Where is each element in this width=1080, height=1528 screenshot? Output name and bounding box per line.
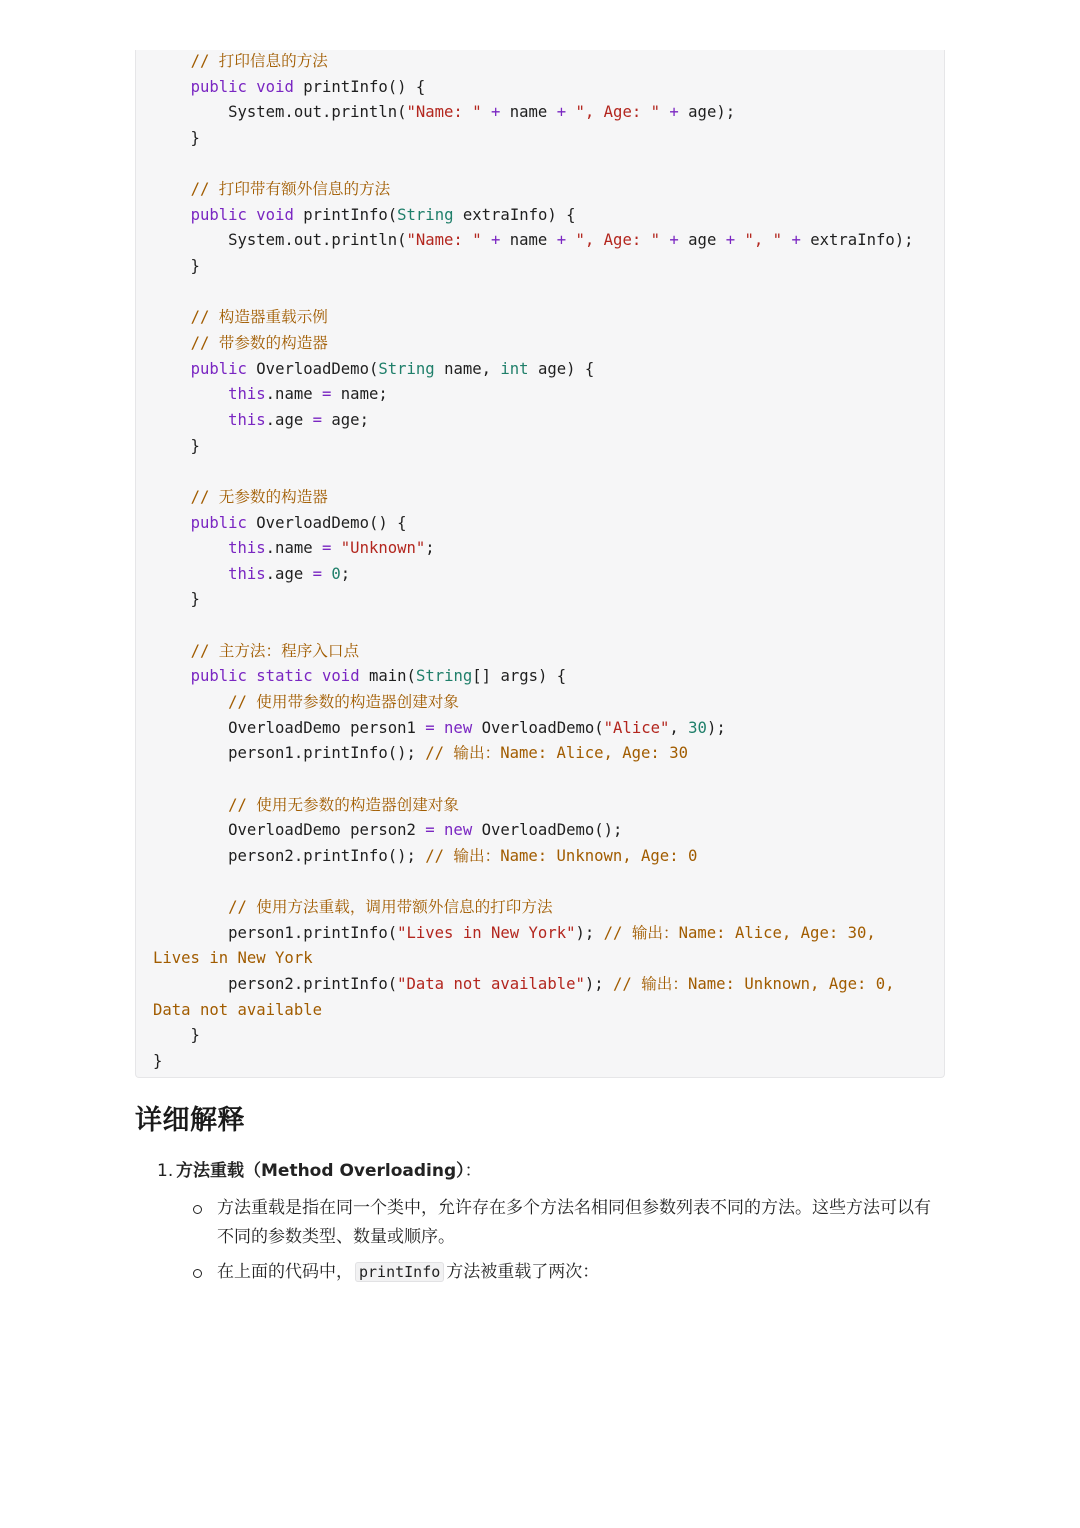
code-token xyxy=(435,719,444,737)
code-token: "Lives in New York" xyxy=(397,923,576,942)
code-line xyxy=(153,1023,944,1049)
code-token xyxy=(153,642,191,660)
code-token: age; xyxy=(322,410,369,429)
code-token: .name xyxy=(265,539,323,558)
code-token xyxy=(153,334,191,352)
code-line xyxy=(153,844,944,870)
code-token xyxy=(435,821,444,839)
code-token: extraInfo) { xyxy=(453,205,576,224)
code-token: ; xyxy=(340,564,351,583)
code-token: } xyxy=(153,436,200,455)
code-token: ); xyxy=(706,718,726,737)
code-token: String xyxy=(378,359,435,378)
code-line xyxy=(153,767,944,793)
code-line xyxy=(153,280,944,306)
code-token: = xyxy=(312,410,323,429)
code-token: new xyxy=(444,821,473,840)
code-token: this xyxy=(228,385,266,404)
ordered-list xyxy=(157,1158,957,1293)
list-item-number: 1. xyxy=(157,1161,174,1181)
code-token: ); xyxy=(575,923,604,942)
code-token xyxy=(566,103,575,121)
inline-code: printInfo xyxy=(355,1262,444,1282)
code-token: [] args) { xyxy=(472,667,567,686)
code-token: "Unknown" xyxy=(340,539,426,558)
code-token xyxy=(153,308,191,326)
code-token: = xyxy=(322,539,332,558)
list-item-method-overloading xyxy=(157,1158,957,1184)
code-token: person1.printInfo( xyxy=(153,923,398,942)
code-token: // 使用无参数的构造器创建对象 xyxy=(228,795,459,814)
code-token: = xyxy=(322,385,332,404)
code-token xyxy=(153,898,228,916)
code-token xyxy=(153,488,191,506)
bullet-item xyxy=(193,1258,937,1287)
code-token xyxy=(322,565,331,583)
code-token: name, xyxy=(434,359,501,378)
code-token: // 打印带有额外信息的方法 xyxy=(190,180,391,199)
code-token: + xyxy=(556,103,567,122)
code-token: printInfo( xyxy=(293,205,398,224)
code-line xyxy=(153,100,944,126)
code-token xyxy=(566,231,575,249)
code-token: + xyxy=(669,103,679,122)
code-token: ", " xyxy=(744,231,783,250)
code-token: name xyxy=(500,231,557,250)
code-token: } xyxy=(153,590,200,609)
code-token: + xyxy=(490,103,501,122)
code-line xyxy=(153,818,944,844)
code-token: public xyxy=(190,667,247,686)
code-line xyxy=(153,690,944,716)
code-token: , xyxy=(669,718,689,737)
code-token: .age xyxy=(265,564,313,583)
code-token xyxy=(247,667,256,685)
code-token xyxy=(153,539,228,557)
section-title: 详细解释 xyxy=(135,1105,245,1136)
code-token: 30 xyxy=(688,718,707,737)
code-token: Lives in New York xyxy=(153,949,313,968)
code-token: // 输出：Name: Unknown, Age: 0 xyxy=(425,846,698,865)
code-block xyxy=(135,50,945,1078)
code-token: public xyxy=(190,77,247,96)
code-line xyxy=(153,741,944,767)
bullet-text-prefix: 在上面的代码中， xyxy=(217,1262,353,1282)
code-token: .age xyxy=(265,410,313,429)
code-line xyxy=(153,664,944,690)
code-token: static xyxy=(256,667,313,686)
code-token: this xyxy=(228,410,266,429)
code-token xyxy=(482,103,491,121)
code-line xyxy=(153,382,944,408)
code-token xyxy=(331,539,340,557)
code-token xyxy=(153,206,191,224)
code-token: new xyxy=(444,718,473,737)
code-line xyxy=(153,562,944,588)
bullet-item xyxy=(193,1194,937,1252)
code-token xyxy=(153,385,228,403)
code-line xyxy=(153,895,944,921)
code-token: ; xyxy=(425,539,435,558)
code-token: name; xyxy=(331,385,388,404)
bullet-list xyxy=(193,1194,957,1287)
code-token: main( xyxy=(359,667,416,686)
code-token: + xyxy=(556,231,567,250)
code-token: // 打印信息的方法 xyxy=(190,52,328,70)
code-token: ", Age: " xyxy=(575,231,660,250)
list-item-title: 方法重载（Method Overloading） xyxy=(176,1161,465,1181)
code-token: = xyxy=(312,564,323,583)
code-token: System.out.println( xyxy=(153,103,407,122)
code-token: public xyxy=(190,205,247,224)
code-token: "Name: " xyxy=(406,231,482,250)
bullet-text: 方法重载是指在同一个类中，允许存在多个方法名相同但参数列表不同的方法。这些方法可以有不同的参数类型、数量或顺序。 xyxy=(217,1198,931,1247)
code-line xyxy=(153,305,944,331)
code-token: // 构造器重载示例 xyxy=(190,308,328,327)
code-token: ", Age: " xyxy=(575,103,660,122)
code-line xyxy=(153,75,944,101)
code-line xyxy=(153,152,944,178)
code-token xyxy=(153,180,191,198)
code-token: person2.printInfo( xyxy=(153,975,398,994)
code-line xyxy=(153,587,944,613)
code-token: int xyxy=(500,359,529,378)
code-line xyxy=(153,254,944,280)
code-token: OverloadDemo() { xyxy=(246,513,407,532)
code-line xyxy=(153,613,944,639)
code-token: age) { xyxy=(528,359,595,378)
code-token: age xyxy=(678,231,726,250)
code-token xyxy=(153,360,191,378)
code-line xyxy=(153,177,944,203)
code-token: OverloadDemo person2 xyxy=(153,821,426,840)
code-token: = xyxy=(425,718,435,737)
code-token xyxy=(660,103,669,121)
code-token xyxy=(482,231,491,249)
code-line xyxy=(153,408,944,434)
code-token: // 输出：Name: Alice, Age: 30, xyxy=(603,923,876,942)
code-line xyxy=(153,998,944,1024)
code-token xyxy=(735,231,744,249)
code-token: printInfo() { xyxy=(293,77,426,96)
code-token xyxy=(153,78,191,96)
code-token: void xyxy=(256,205,294,224)
code-token: String xyxy=(415,667,473,686)
code-token xyxy=(153,667,191,685)
code-line xyxy=(153,793,944,819)
code-token: System.out.println( xyxy=(153,231,407,250)
code-token xyxy=(153,514,191,532)
code-token: Data not available xyxy=(153,1000,322,1019)
code-line xyxy=(153,536,944,562)
code-line xyxy=(153,946,944,972)
code-token: + xyxy=(725,231,736,250)
code-token xyxy=(153,52,191,70)
code-token: } xyxy=(153,128,200,147)
code-line xyxy=(153,331,944,357)
code-token: 0 xyxy=(331,564,341,583)
code-token xyxy=(153,693,228,711)
code-token: // 使用方法重载，调用带额外信息的打印方法 xyxy=(228,898,553,917)
code-token xyxy=(660,231,669,249)
code-token: + xyxy=(490,231,501,250)
code-line xyxy=(153,434,944,460)
code-token xyxy=(247,78,256,96)
code-token: OverloadDemo( xyxy=(472,718,604,737)
code-token: + xyxy=(669,231,679,250)
code-line xyxy=(153,921,944,947)
code-token: // 输出：Name: Alice, Age: 30 xyxy=(425,744,688,763)
code-token: "Data not available" xyxy=(397,975,585,994)
code-token xyxy=(153,565,228,583)
code-token: OverloadDemo person1 xyxy=(153,718,426,737)
code-token: public xyxy=(190,513,247,532)
code-token: this xyxy=(228,564,266,583)
code-token xyxy=(313,667,322,685)
code-token: // 使用带参数的构造器创建对象 xyxy=(228,693,459,712)
code-token: } xyxy=(153,1026,200,1045)
code-line xyxy=(153,203,944,229)
code-token: name xyxy=(500,103,557,122)
code-line xyxy=(153,228,944,254)
code-token xyxy=(247,206,256,224)
code-token: void xyxy=(256,77,294,96)
code-token: OverloadDemo(); xyxy=(472,821,623,840)
code-token: + xyxy=(791,231,801,250)
code-token: } xyxy=(153,1051,163,1070)
code-token: "Name: " xyxy=(406,103,482,122)
code-token: } xyxy=(153,257,200,276)
code-line xyxy=(153,485,944,511)
code-token xyxy=(153,411,228,429)
code-token: // 主方法：程序入口点 xyxy=(190,641,360,660)
code-token: person1.printInfo(); xyxy=(153,744,426,763)
code-line xyxy=(153,716,944,742)
code-token: "Alice" xyxy=(603,718,670,737)
code-token: .name xyxy=(265,385,323,404)
code-token: // 输出：Name: Unknown, Age: 0, xyxy=(613,975,895,994)
hollow-bullet-icon xyxy=(193,1269,202,1278)
code-token: // 带参数的构造器 xyxy=(190,334,328,353)
code-token: void xyxy=(322,667,360,686)
list-item-suffix: ： xyxy=(464,1161,482,1181)
bullet-text-suffix: 方法被重载了两次： xyxy=(446,1262,600,1282)
code-token: String xyxy=(397,205,454,224)
code-line xyxy=(153,50,944,75)
code-token: extraInfo); xyxy=(800,231,914,250)
code-line xyxy=(153,511,944,537)
code-line xyxy=(153,357,944,383)
hollow-bullet-icon xyxy=(193,1205,202,1214)
code-token: this xyxy=(228,539,266,558)
code-token: = xyxy=(425,821,435,840)
code-token: // 无参数的构造器 xyxy=(190,487,328,506)
code-token: person2.printInfo(); xyxy=(153,846,426,865)
code-line xyxy=(153,972,944,998)
code-line xyxy=(153,126,944,152)
code-token: public xyxy=(190,359,247,378)
code-token: age); xyxy=(678,103,736,122)
code-line xyxy=(153,459,944,485)
code-line xyxy=(153,639,944,665)
code-line xyxy=(153,1049,944,1075)
code-token xyxy=(153,796,228,814)
code-line xyxy=(153,870,944,896)
code-token: OverloadDemo( xyxy=(246,359,379,378)
code-token: ); xyxy=(584,975,614,994)
